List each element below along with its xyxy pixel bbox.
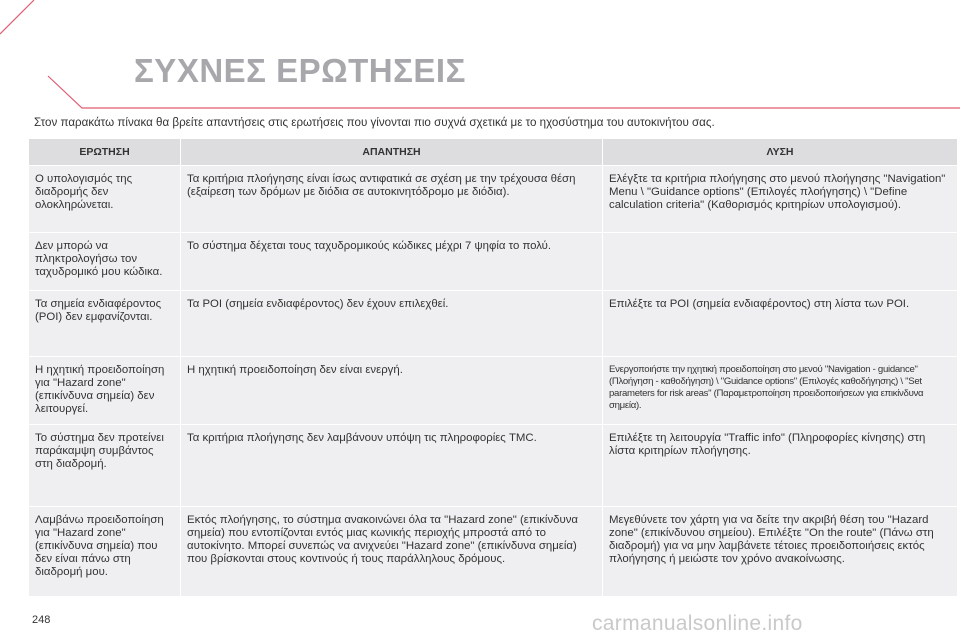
answer-cell: Τα κριτήρια πλοήγησης είναι ίσως αντιφατικά σε σχέση με την τρέχουσα θέση (εξαίρεση των δρόμων με διόδια σε αυτοκινητόδρομο με διόδια). [181, 166, 603, 233]
solution-cell: Επιλέξτε τη λειτουργία "Traffic info" (Πληροφορίες κίνησης) στη λίστα κριτηρίων πλοήγησης. [603, 425, 958, 507]
question-cell: Λαμβάνω προειδοποίηση για "Hazard zone" (επικίνδυνα σημεία) που δεν είναι πάνω στη διαδρομή μου. [29, 507, 181, 597]
answer-cell: Εκτός πλοήγησης, το σύστημα ανακοινώνει όλα τα "Hazard zone" (επικίνδυνα σημεία) που εντοπίζονται εντός μιας κωνικής περιοχής μπροστά από το αυτοκίνητο. Μπορεί συνεπώς να ανιχνεύει "Hazard zone" (επικίνδυνα σημεία) που βρίσκονται στους κοντινούς ή τους παράλληλους δρόμους. [181, 507, 603, 597]
solution-cell: Ενεργοποιήστε την ηχητική προειδοποίηση στο μενού "Navigation - guidance" (Πλοήγηση - καθοδήγηση) \ "Guidance options" (Επιλογές καθοδήγησης) \ "Set parameters for risk areas" (Παραμετροποίηση προειδοποιήσεων για επικίνδυνα σημεία). [603, 357, 958, 425]
page-number: 248 [32, 614, 51, 626]
answer-cell: Τα κριτήρια πλοήγησης δεν λαμβάνουν υπόψη τις πληροφορίες TMC. [181, 425, 603, 507]
question-cell: Δεν μπορώ να πληκτρολογήσω τον ταχυδρομικό μου κώδικα. [29, 233, 181, 291]
table-header-row [29, 139, 958, 166]
question-cell: Ο υπολογισμός της διαδρομής δεν ολοκληρώνεται. [29, 166, 181, 233]
solution-cell: Μεγεθύνετε τον χάρτη για να δείτε την ακριβή θέση του "Hazard zone" (επικίνδυνου σημείου). Επιλέξτε "On the route" (Πάνω στη διαδρομή) για να μην λαμβάνετε τέτοιες προειδοποιήσεις εκτός πλοήγησης ή μειώστε τον χρόνο ανακοίνωσης. [603, 507, 958, 597]
question-cell: Το σύστημα δεν προτείνει παράκαμψη συμβάντος στη διαδρομή. [29, 425, 181, 507]
header-question: ΕΡΩΤΗΣΗ [29, 139, 181, 166]
answer-cell: Τα POI (σημεία ενδιαφέροντος) δεν έχουν επιλεχθεί. [181, 291, 603, 357]
solution-cell: Επιλέξτε τα POI (σημεία ενδιαφέροντος) στη λίστα των POI. [603, 291, 958, 357]
question-cell: Η ηχητική προειδοποίηση για "Hazard zone" (επικίνδυνα σημεία) δεν λειτουργεί. [29, 357, 181, 425]
answer-cell: Το σύστημα δέχεται τους ταχυδρομικούς κώδικες μέχρι 7 ψηφία το πολύ. [181, 233, 603, 291]
answer-cell: Η ηχητική προειδοποίηση δεν είναι ενεργή. [181, 357, 603, 425]
table-row [29, 425, 958, 507]
solution-cell: Ελέγξτε τα κριτήρια πλοήγησης στο μενού πλοήγησης "Navigation" Menu \ "Guidance options" (Επιλογές πλοήγησης) \ "Define calculation criteria" (Καθορισμός κριτηρίων υπολογισμού). [603, 166, 958, 233]
question-cell: Τα σημεία ενδιαφέροντος (POI) δεν εμφανίζονται. [29, 291, 181, 357]
faq-table [28, 138, 958, 597]
table-row [29, 507, 958, 597]
watermark-text: carmanualsonline.info [592, 612, 803, 635]
table-row [29, 291, 958, 357]
table-row [29, 357, 958, 425]
intro-text: Στον παρακάτω πίνακα θα βρείτε απαντήσεις στις ερωτήσεις που γίνονται πιο συχνά σχετικά με το ηχοσύστημα του αυτοκινήτου σας. [34, 116, 715, 129]
header-answer: ΑΠΑΝΤΗΣΗ [181, 139, 603, 166]
table-row [29, 233, 958, 291]
header-solution: ΛΥΣΗ [603, 139, 958, 166]
table-row [29, 166, 958, 233]
page-title: ΣΥΧΝΕΣ ΕΡΩΤΗΣΕΙΣ [134, 52, 466, 89]
solution-cell [603, 233, 958, 291]
